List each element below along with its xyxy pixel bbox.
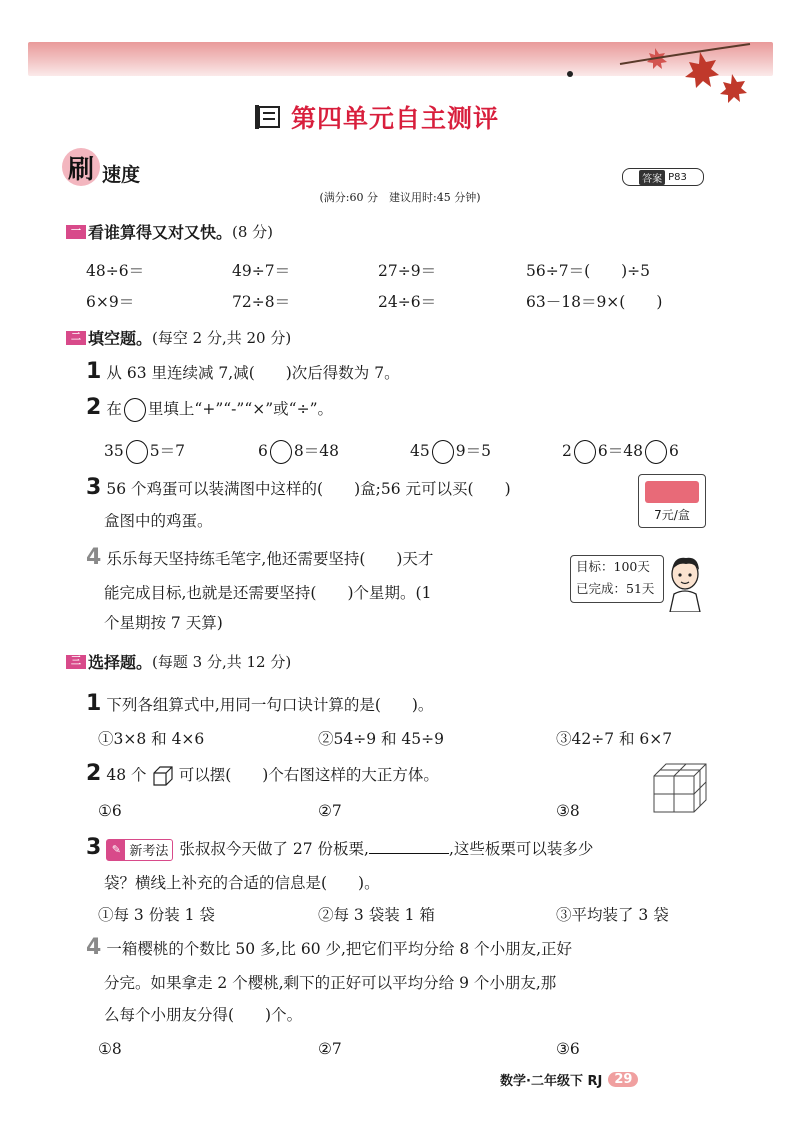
small-cube-icon (152, 765, 174, 787)
option-2[interactable]: ②7 (318, 802, 342, 820)
section-2-points: (每空 2 分,共 20 分) (152, 329, 292, 347)
scroll-icon (255, 103, 285, 131)
option-3[interactable]: ③平均装了 3 袋 (556, 906, 669, 924)
question-text: 一箱樱桃的个数比 50 多,比 60 少,把它们平均分给 8 个小朋友,正好 (106, 940, 573, 958)
choice-question-1 (86, 690, 433, 720)
section-1-title: 看谁算得又对又快。 (88, 223, 233, 242)
question-text: 里填上“+”“-”“×”或“÷”。 (147, 400, 334, 418)
operator-item (410, 436, 491, 466)
page-number: 29 (608, 1072, 638, 1087)
question-text[interactable]: 袋？横线上补充的合适的信息是( )。 (104, 874, 380, 892)
question-number: 3 (86, 835, 102, 860)
question-text: 在 (106, 400, 122, 418)
calc-item: 6×9＝ (86, 293, 135, 311)
question-number: 3 (86, 475, 102, 500)
answer-tag-page: P83 (668, 171, 687, 183)
option-1[interactable]: ①每 3 份装 1 袋 (98, 906, 215, 924)
section-3-badge: 三 (66, 655, 86, 669)
lightbulb-icon: ✎ (107, 840, 125, 860)
option-2[interactable]: ②每 3 袋装 1 箱 (318, 906, 435, 924)
option-3[interactable]: ③6 (556, 1040, 580, 1058)
goal-text: 目标：100天 (576, 559, 650, 574)
page-title: 第四单元自主测评 (291, 104, 500, 133)
option-3[interactable]: ③42÷7 和 6×7 (556, 730, 673, 748)
section-3-title: 选择题。 (88, 653, 153, 672)
operand: 45 (410, 442, 430, 460)
option-1[interactable]: ①8 (98, 1040, 122, 1058)
operator-circle (124, 398, 146, 422)
calc-item: 48÷6＝ (86, 262, 145, 280)
fill-question-4 (86, 544, 433, 574)
maple-leaf-icon (560, 34, 760, 104)
question-text: 张叔叔今天做了 27 份板栗, (179, 840, 369, 858)
operand: 6＝48 (597, 442, 643, 460)
question-text: 48 个 (106, 766, 147, 784)
operator-item (258, 436, 339, 466)
question-text[interactable]: 乐乐每天坚持练毛笔字,他还需要坚持( )天才 (106, 550, 434, 568)
fill-question-3 (86, 474, 511, 504)
fill-question-1 (86, 358, 400, 388)
question-number: 4 (86, 545, 102, 570)
section-1-badge: 一 (66, 225, 86, 239)
question-number: 1 (86, 691, 102, 716)
calc-item[interactable]: 63－18＝9×( ) (526, 293, 663, 311)
question-text: 盒图中的鸡蛋。 (104, 512, 213, 530)
operator-circle[interactable] (270, 440, 292, 464)
title-row (255, 100, 499, 134)
answer-blank[interactable] (369, 839, 449, 854)
egg-box-figure (638, 474, 706, 528)
operator-item (562, 436, 679, 466)
operator-item (104, 436, 185, 466)
operand: 9＝5 (455, 442, 491, 460)
page-footer (500, 1068, 638, 1090)
calc-item[interactable]: 56÷7＝( )÷5 (526, 262, 651, 280)
question-text[interactable]: 么每个小朋友分得( )个。 (104, 1006, 303, 1024)
question-text[interactable]: 56 个鸡蛋可以装满图中这样的( )盒;56 元可以买( ) (106, 480, 511, 498)
section-3-points: (每题 3 分,共 12 分) (152, 653, 292, 671)
option-1[interactable]: ①3×8 和 4×6 (98, 730, 205, 748)
question-text: ,这些板栗可以装多少 (448, 840, 594, 858)
operator-circle[interactable] (574, 440, 596, 464)
goal-box (570, 555, 664, 603)
done-text: 已完成：51天 (576, 581, 655, 596)
question-text[interactable]: 下列各组算式中,用同一句口诀计算的是( )。 (106, 696, 434, 714)
new-method-badge (106, 839, 173, 861)
question-text[interactable]: 可以摆( )个右图这样的大正方体。 (178, 766, 439, 784)
speed-label: 速度 (102, 164, 141, 186)
calc-item: 49÷7＝ (232, 262, 291, 280)
question-number: 2 (86, 761, 102, 786)
question-number: 1 (86, 359, 102, 384)
question-number: 2 (86, 395, 102, 420)
option-3[interactable]: ③8 (556, 802, 580, 820)
question-text[interactable]: 能完成目标,也就是还需要坚持( )个星期。(1 (104, 584, 432, 602)
new-method-label: 新考法 (129, 844, 169, 859)
section-2-heading (66, 326, 291, 349)
operand: 8＝48 (293, 442, 339, 460)
egg-box-price: 7元/盒 (654, 508, 690, 522)
operator-circle[interactable] (645, 440, 667, 464)
operand: 5＝7 (149, 442, 185, 460)
option-2[interactable]: ②54÷9 和 45÷9 (318, 730, 444, 748)
operator-circle[interactable] (126, 440, 148, 464)
section-3-heading (66, 650, 291, 673)
operand: 6 (258, 442, 268, 460)
footer-text: 数学·二年级下 RJ (500, 1073, 603, 1089)
question-text: 分完。如果拿走 2 个樱桃,剩下的正好可以平均分给 9 个小朋友,那 (104, 974, 557, 992)
section-1-points: (8 分) (232, 223, 274, 241)
calc-item: 72÷8＝ (232, 293, 291, 311)
boy-illustration (664, 554, 706, 612)
operand: 2 (562, 442, 572, 460)
section-2-badge: 二 (66, 331, 86, 345)
operand: 35 (104, 442, 124, 460)
section-1-heading (66, 220, 273, 243)
question-number: 4 (86, 935, 102, 960)
choice-question-3 (86, 834, 593, 864)
section-2-title: 填空题。 (88, 329, 153, 348)
option-2[interactable]: ②7 (318, 1040, 342, 1058)
score-info: (满分:60 分 建议用时:45 分钟) (319, 191, 481, 204)
answer-tag-label: 答案 (639, 170, 665, 185)
choice-question-2 (86, 760, 439, 790)
choice-question-4 (86, 934, 572, 964)
operand: 6 (668, 442, 679, 460)
fill-question-2 (86, 394, 333, 424)
egg-carton-icon (645, 481, 699, 503)
calc-item: 24÷6＝ (378, 293, 437, 311)
calc-item: 27÷9＝ (378, 262, 437, 280)
operator-circle[interactable] (432, 440, 454, 464)
answer-tag (622, 168, 704, 186)
brush-logo: 刷 (62, 148, 100, 186)
large-cube-icon (652, 762, 708, 814)
question-text[interactable]: 从 63 里连续减 7,减( )次后得数为 7。 (106, 364, 400, 382)
option-1[interactable]: ①6 (98, 802, 122, 820)
question-text: 个星期按 7 天算) (104, 614, 223, 632)
